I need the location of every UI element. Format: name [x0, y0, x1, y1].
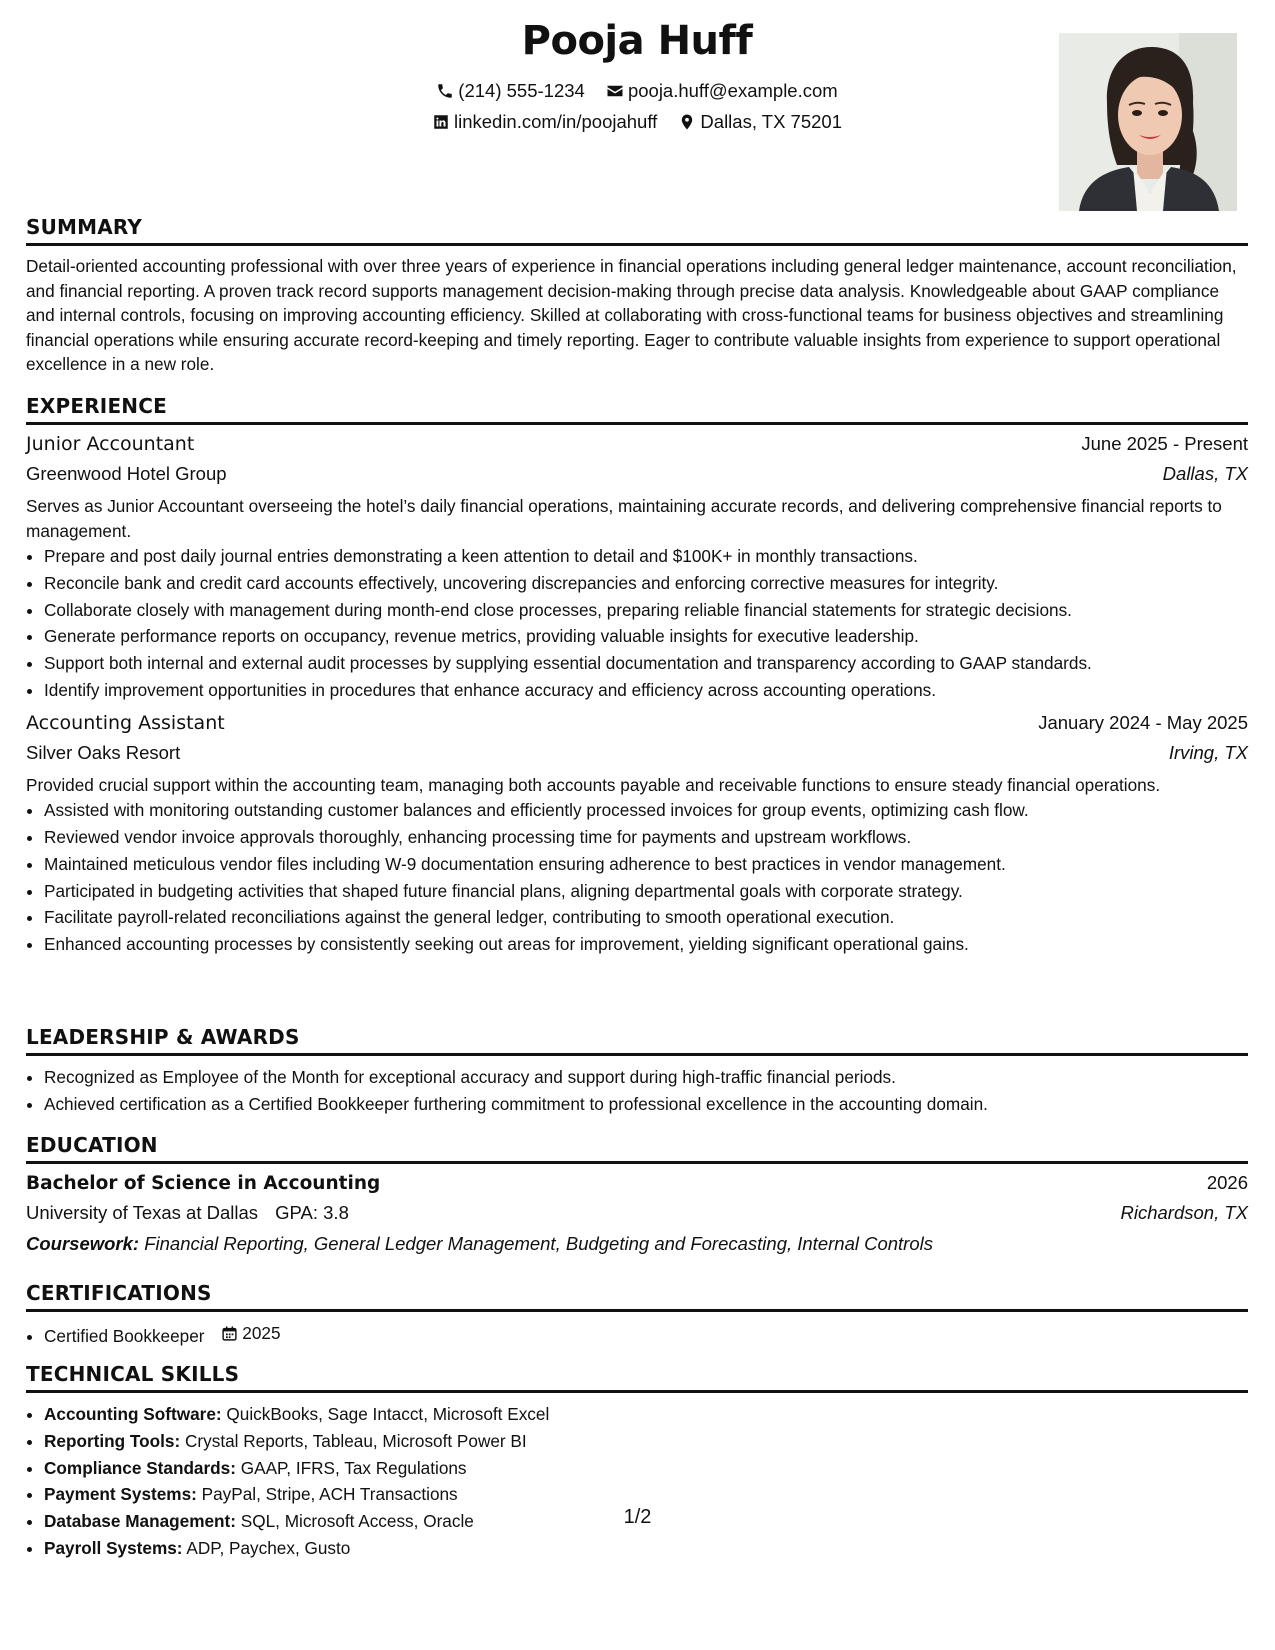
job-header — [26, 712, 1248, 742]
job-summary: Provided crucial support within the accounting team, managing both accounts payable and receivable functions to ensure steady financial operations. — [26, 774, 1161, 795]
summary-heading: SUMMARY — [26, 214, 1248, 246]
summary-section — [26, 214, 1248, 377]
skill-label: Compliance Standards: — [44, 1457, 236, 1478]
certifications-section — [26, 1280, 1248, 1350]
job-bullets — [26, 543, 1248, 704]
skills-list — [26, 1401, 1248, 1562]
linkedin-text: linkedin.com/in/poojahuff — [453, 111, 658, 132]
skill-value: SQL, Microsoft Access, Oracle — [240, 1511, 474, 1532]
calendar-icon — [221, 1325, 238, 1342]
coursework-label: Coursework: — [26, 1233, 140, 1254]
award-item: • Recognized as Employee of the Month for exceptional accuracy and support during high-traffic financial periods. — [44, 1064, 1248, 1091]
phone-icon — [436, 82, 454, 100]
skill-item — [44, 1455, 1248, 1482]
award-item: • Achieved certification as a Certified Bookkeeper furthering commitment to professional excellence in the accounting domain. — [44, 1091, 1248, 1118]
school-location: Richardson, TX — [1120, 1202, 1248, 1223]
school-info — [26, 1202, 349, 1224]
location-text: Dallas, TX 75201 — [700, 111, 842, 132]
job-title: Junior Accountant — [26, 433, 195, 455]
linkedin-contact[interactable] — [432, 111, 657, 133]
job-location: Irving, TX — [1168, 741, 1248, 763]
skill-value: GAAP, IFRS, Tax Regulations — [240, 1457, 467, 1478]
skill-item — [44, 1535, 1248, 1562]
coursework-list: Financial Reporting, General Ledger Management, Budgeting and Forecasting, Internal Controls — [144, 1233, 933, 1254]
profile-photo — [1059, 33, 1237, 211]
skill-label: Payroll Systems: — [44, 1537, 183, 1558]
school-row — [26, 1202, 1248, 1233]
bullet-item: • Enhanced accounting processes by consistently seeking out areas for improvement, yielding significant operational gains. — [44, 931, 1248, 958]
job-location: Dallas, TX — [1162, 463, 1248, 484]
job-dates: January 2024 - May 2025 — [1038, 711, 1248, 733]
gpa: GPA: 3.8 — [275, 1202, 349, 1223]
awards-list — [26, 1064, 1248, 1118]
bullet-item: • Assisted with monitoring outstanding customer balances and efficiently processed invoices for group events, optimizing cash flow. — [44, 797, 1248, 824]
education-section — [26, 1132, 1248, 1255]
skill-label: Accounting Software: — [44, 1404, 222, 1424]
graduation-year: 2026 — [1206, 1172, 1248, 1193]
certifications-list — [26, 1320, 1248, 1350]
coursework-line — [26, 1233, 1248, 1255]
degree-row — [26, 1172, 1248, 1202]
skill-value: ADP, Paychex, Gusto — [186, 1537, 351, 1558]
job-title: Accounting Assistant — [26, 711, 225, 734]
job-header — [26, 433, 1248, 463]
job-subheader — [26, 463, 1248, 494]
email-contact[interactable] — [606, 80, 838, 102]
job-summary: Serves as Junior Accountant overseeing the hotel’s daily financial operations, maintaining accurate records, and delivering comprehensive financial reports to management. — [26, 496, 1222, 541]
experience-section — [26, 393, 1248, 958]
skill-label: Payment Systems: — [44, 1484, 197, 1505]
certification-year: 2025 — [242, 1323, 281, 1343]
page-number: 1/2 — [623, 1506, 652, 1528]
school-name: University of Texas at Dallas — [26, 1202, 259, 1223]
email-text: pooja.huff@example.com — [627, 80, 838, 101]
skill-item — [44, 1481, 1248, 1508]
leadership-heading: LEADERSHIP & AWARDS — [26, 1024, 1248, 1056]
job-dates: June 2025 - Present — [1081, 433, 1248, 454]
bullet-item: • Maintained meticulous vendor files including W-9 documentation ensuring adherence to best practices in vendor management. — [44, 851, 1248, 878]
job-entry — [26, 712, 1248, 958]
bullet-item: • Support both internal and external audit processes by supplying essential documentation and transparency according to GAAP standards. — [44, 650, 1248, 677]
envelope-icon — [606, 82, 624, 100]
certification-item — [44, 1320, 1248, 1350]
skills-section — [26, 1361, 1248, 1562]
bullet-item: • Reconcile bank and credit card accounts effectively, uncovering discrepancies and enforcing corrective measures for integrity. — [44, 570, 1248, 597]
bullet-item: • Participated in budgeting activities that shaped future financial plans, aligning departmental goals with corporate strategy. — [44, 878, 1248, 905]
bullet-item: • Collaborate closely with management during month-end close processes, preparing reliable financial statements for strategic decisions. — [44, 597, 1248, 624]
job-entry — [26, 433, 1248, 704]
skills-heading: TECHNICAL SKILLS — [26, 1361, 1248, 1393]
bullet-item: • Reviewed vendor invoice approvals thoroughly, enhancing processing time for payments and upstream workflows. — [44, 824, 1248, 851]
skill-label: Database Management: — [44, 1511, 236, 1532]
leadership-section — [26, 1024, 1248, 1118]
skill-value: Crystal Reports, Tableau, Microsoft Power BI — [185, 1430, 527, 1451]
job-subheader — [26, 742, 1248, 773]
location-contact — [678, 111, 842, 133]
company-name: Greenwood Hotel Group — [26, 463, 227, 484]
bullet-item: • Prepare and post daily journal entries demonstrating a keen attention to detail and $100K+ in monthly transactions. — [44, 543, 1248, 570]
map-pin-icon — [678, 113, 696, 131]
skill-label: Reporting Tools: — [44, 1430, 181, 1451]
skill-value: PayPal, Stripe, ACH Transactions — [201, 1484, 458, 1505]
phone-contact[interactable] — [436, 80, 585, 102]
job-bullets — [26, 797, 1248, 958]
certification-date — [221, 1320, 280, 1347]
candidate-name: Pooja Huff — [521, 18, 753, 64]
summary-text: Detail-oriented accounting professional with over three years of experience in financial operations including general ledger maintenance, account reconciliation, and financial reporting. A proven track record supports management decision-making through precise data analysis. Knowledgeable about GAAP compliance and internal controls, focusing on improving accounting efficiency. Skilled at collaborating with cross-functional teams for business objectives and streamlining financial operations while ensuring accurate record-keeping and timely reporting. Eager to contribute valuable insights from experience to support operational excellence in a new role. — [26, 256, 1237, 374]
degree-title: Bachelor of Science in Accounting — [26, 1173, 381, 1194]
certification-name: Certified Bookkeeper — [44, 1325, 205, 1346]
resume-page — [26, 0, 1248, 1558]
linkedin-icon — [432, 113, 450, 131]
skill-item — [44, 1401, 1248, 1428]
skill-value: QuickBooks, Sage Intacct, Microsoft Excel — [226, 1404, 550, 1424]
company-name: Silver Oaks Resort — [26, 741, 181, 763]
certifications-heading: CERTIFICATIONS — [26, 1280, 1248, 1312]
bullet-item: • Generate performance reports on occupancy, revenue metrics, providing valuable insights for executive leadership. — [44, 623, 1248, 650]
skill-item — [44, 1428, 1248, 1455]
bullet-item: • Facilitate payroll-related reconciliations against the general ledger, contributing to smooth operational execution. — [44, 904, 1248, 931]
resume-header — [26, 0, 1248, 225]
experience-heading: EXPERIENCE — [26, 393, 1248, 425]
education-heading: EDUCATION — [26, 1132, 1248, 1164]
phone-text: (214) 555-1234 — [458, 80, 585, 101]
bullet-item: • Identify improvement opportunities in procedures that enhance accuracy and efficiency across accounting operations. — [44, 677, 1248, 704]
